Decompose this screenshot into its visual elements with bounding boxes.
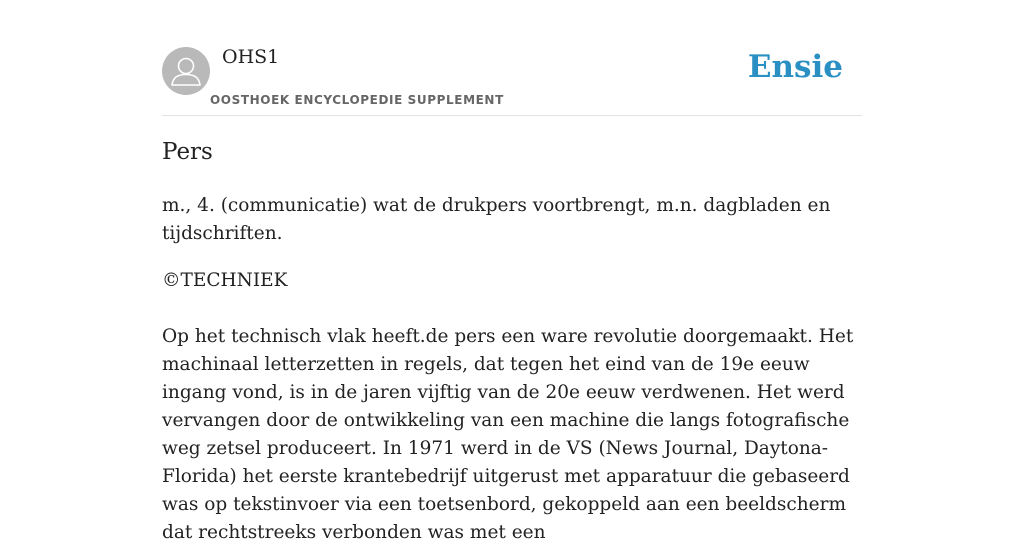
page-container [162, 0, 862, 543]
ensie-logo[interactable]: Ensie [747, 49, 843, 85]
definition-text: m., 4. (communicatie) wat de drukpers voortbrengt, m.n. dagbladen en tijdschriften. [162, 195, 831, 244]
section-label: ©TECHNIEK [162, 270, 288, 291]
user-silhouette-icon [162, 47, 210, 95]
article-body: Op het technisch vlak heeft.de pers een ware revolutie doorgemaakt. Het machinaal letterzetten in regels, dat tegen het eind van de 19e eeuw ingang vond, is in de jaren vijftig van de 20e eeuw verdwenen. Het werd vervangen door de ontwikkeling van een machine die langs fotografische weg zetsel produceert. In 1971 werd in de VS (News Journal, Daytona-Florida) het eerste krantebedrijf uitgerust met apparatuur die gebaseerd was op tekstinvoer via een toetsenbord, gekoppeld aan een beeldscherm dat rechtstreeks verbonden was met een [162, 326, 854, 543]
author-name[interactable]: OHS1 [222, 46, 280, 68]
source-name[interactable]: OOSTHOEK ENCYCLOPEDIE SUPPLEMENT [210, 93, 504, 107]
author-avatar[interactable] [162, 47, 210, 95]
entry-header [162, 0, 862, 116]
page-title: Pers [162, 139, 213, 165]
